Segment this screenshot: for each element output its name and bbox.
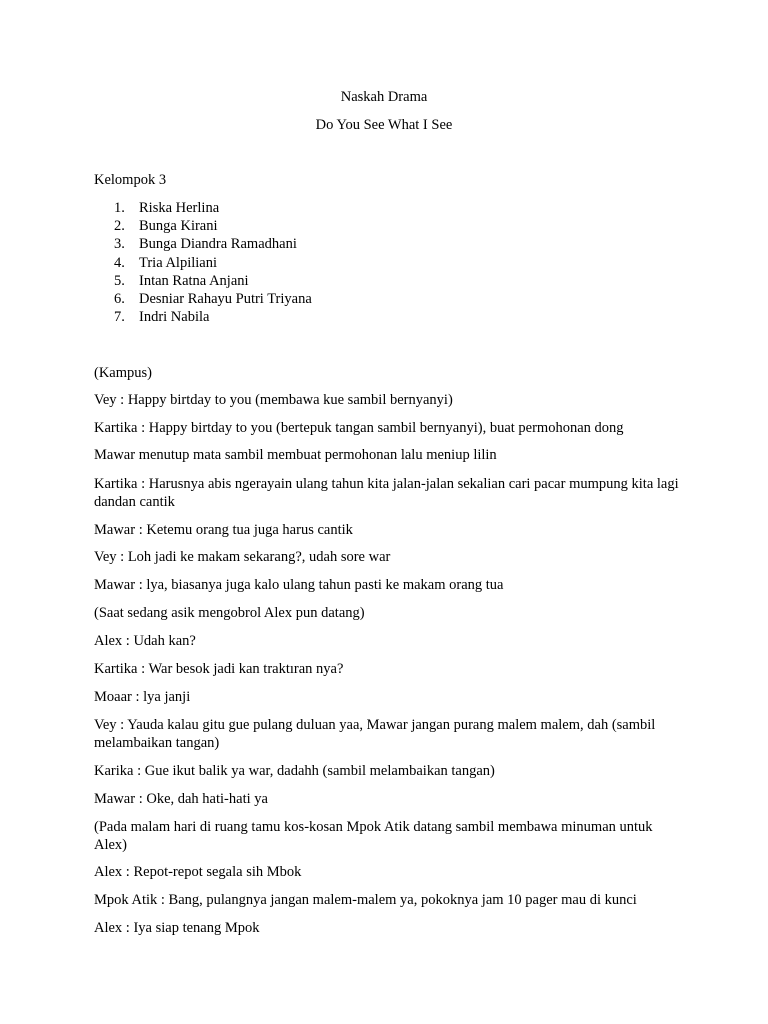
member-name: Desniar Rahayu Putri Triyana	[139, 290, 312, 307]
member-number: 6.	[114, 290, 125, 307]
dialogue-line: Mpok Atik : Bang, pulangnya jangan malem-malem ya, pokoknya jam 10 pager mau di kunci	[94, 892, 637, 908]
dialogue-line: Mawar : Oke, dah hati-hati ya	[94, 791, 268, 807]
member-name: Indri Nabila	[139, 309, 210, 326]
member-number: 2.	[114, 218, 125, 235]
dialogue-line: Alex : Repot-repot segala sih Mbok	[94, 864, 302, 880]
dialogue-line: Kartika : Harusnya abis ngerayain ulang tahun kita jalan-jalan sekalian cari pacar mumpung kita lagi dandan cantik	[94, 476, 679, 510]
dialogue-line: Moaar : lya janji	[94, 689, 191, 705]
dialogue-line: Alex : Iya siap tenang Mpok	[94, 920, 260, 936]
dialogue-line: Karika : Gue ikut balik ya war, dadahh (sambil melambaikan tangan)	[94, 763, 495, 779]
member-number: 7.	[114, 309, 125, 326]
group-label: Kelompok 3	[94, 172, 167, 188]
stage-direction: (Pada malam hari di ruang tamu kos-kosan Mpok Atik datang sambil membawa minuman untuk Alex)	[94, 819, 653, 853]
member-name: Intan Ratna Anjani	[139, 272, 249, 289]
member-number: 5.	[114, 272, 125, 289]
document-subtitle: Do You See What I See	[315, 117, 453, 133]
member-name: Riska Herlina	[139, 200, 220, 216]
dialogue-line: Vey : Yauda kalau gitu gue pulang duluan yaa, Mawar jangan purang malem malem, dah (sambil melambaikan tangan)	[94, 717, 656, 751]
document-title: Naskah Drama	[340, 89, 428, 105]
member-number: 3.	[114, 236, 125, 253]
stage-direction: (Saat sedang asik mengobrol Alex pun datang)	[94, 605, 365, 621]
dialogue-line: Mawar : lya, biasanya juga kalo ulang tahun pasti ke makam orang tua	[94, 577, 504, 593]
member-name: Bunga Diandra Ramadhani	[139, 236, 297, 253]
member-number: 4.	[114, 254, 125, 271]
stage-direction: Mawar menutup mata sambil membuat permohonan lalu meniup lilin	[94, 447, 497, 463]
dialogue-line: Kartika : War besok jadi kan traktıran nya?	[94, 661, 344, 677]
member-name: Tria Alpiliani	[139, 254, 218, 271]
scene-heading: (Kampus)	[94, 365, 152, 381]
dialogue-line: Alex : Udah kan?	[94, 633, 196, 649]
dialogue-line: Kartika : Happy birtday to you (bertepuk tangan sambil bernyanyi), buat permohonan dong	[94, 420, 624, 436]
dialogue-line: Vey : Happy birtday to you (membawa kue sambil bernyanyi)	[94, 392, 453, 408]
dialogue-line: Vey : Loh jadi ke makam sekarang?, udah sore war	[94, 549, 391, 565]
member-name: Bunga Kirani	[139, 218, 218, 235]
dialogue-line: Mawar : Ketemu orang tua juga harus cantik	[94, 522, 353, 538]
member-number: 1.	[114, 200, 125, 216]
